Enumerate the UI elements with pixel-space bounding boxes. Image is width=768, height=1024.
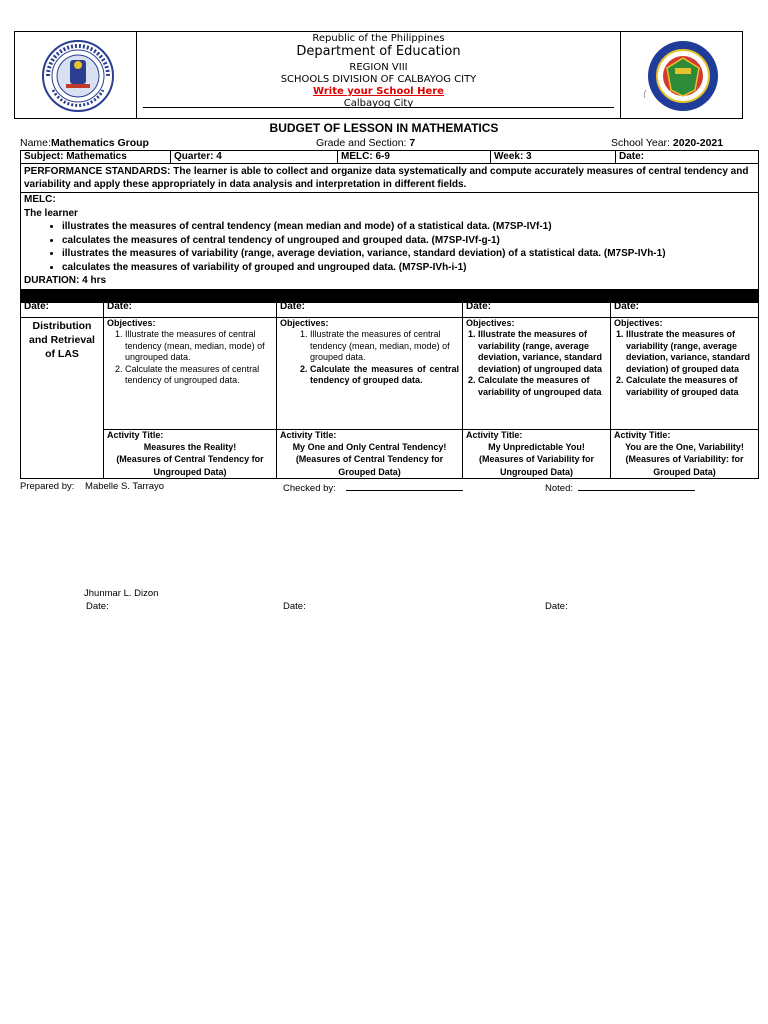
deped-seal-cell bbox=[15, 32, 137, 118]
date-header: Date: bbox=[277, 301, 463, 318]
schedule-table bbox=[20, 300, 759, 479]
melc-intro: The learner bbox=[24, 207, 78, 219]
deped-seal-icon bbox=[15, 32, 136, 118]
checked-by bbox=[283, 481, 463, 494]
date-header: Date: bbox=[611, 301, 759, 318]
objectives-list bbox=[466, 329, 607, 398]
checked-signature-line bbox=[346, 481, 463, 491]
header-rule bbox=[143, 107, 614, 108]
noted-by bbox=[545, 481, 695, 494]
objectives-cell bbox=[104, 318, 277, 430]
week-cell: Week: 3 bbox=[491, 151, 616, 164]
melc-list bbox=[24, 220, 755, 274]
objectives-label: Objectives: bbox=[280, 318, 329, 328]
objectives-cell bbox=[277, 318, 463, 430]
date-cell: Date: bbox=[616, 151, 759, 164]
objective-item: 2. Calculate the measures of central tendency of ungrouped data. bbox=[125, 364, 273, 387]
header-text bbox=[137, 32, 620, 118]
division-seal-icon bbox=[621, 32, 742, 118]
grade-info bbox=[316, 137, 415, 149]
melc-item: • calculates the measures of central tendency of ungrouped and grouped data. (M7SP-IVf-g-1) bbox=[62, 234, 755, 248]
prepared-name: Mabelle S. Tarrayo bbox=[85, 481, 165, 492]
noted-signature-line bbox=[578, 481, 695, 491]
melc-heading: MELC: bbox=[24, 194, 56, 205]
second-signatory: Jhunmar L. Dizon bbox=[84, 588, 159, 599]
grade-label: Grade and Section: bbox=[316, 137, 407, 149]
duration: DURATION: 4 hrs bbox=[24, 275, 107, 286]
document-header bbox=[14, 31, 743, 119]
objectives-list bbox=[614, 329, 755, 398]
activity-label: Activity Title: bbox=[614, 430, 671, 440]
date-header: Date: bbox=[463, 301, 611, 318]
checked-label: Checked by: bbox=[283, 483, 336, 494]
date-header: Date: bbox=[21, 301, 104, 318]
activity-label: Activity Title: bbox=[466, 430, 523, 440]
melc-item: • illustrates the measures of variability (range, average deviation, variance, standard deviation) of a statistical data. (M7SP-IVh-1) bbox=[62, 247, 755, 261]
objective-item: 1. Illustrate the measures of central tendency (mean, median, mode) of grouped data. bbox=[310, 329, 459, 364]
activity-subtitle: (Measures of Variability for Ungrouped Data) bbox=[478, 454, 595, 477]
objective-item: 2. Calculate the measures of variability of grouped data bbox=[626, 375, 755, 398]
school-year-value: 2020-2021 bbox=[672, 137, 724, 149]
activity-subtitle: (Measures of Central Tendency for Grouped Data) bbox=[295, 454, 444, 477]
date-label: Date: bbox=[86, 601, 109, 612]
quarter-cell: Quarter: 4 bbox=[171, 151, 338, 164]
name-label: Name: bbox=[20, 137, 51, 149]
objectives-row bbox=[21, 318, 759, 430]
activity-name: Measures the Reality! bbox=[143, 442, 237, 452]
objectives-cell bbox=[463, 318, 611, 430]
subject-cell: Subject: Mathematics bbox=[21, 151, 171, 164]
objective-item: 1. Illustrate the measures of variability (range, average deviation, variance, standard deviation) of grouped data bbox=[626, 329, 755, 375]
performance-standards: PERFORMANCE STANDARDS: The learner is able to collect and organize data systematically and compute accurately measures of central tendency and variability and apply these appropriately in data analysis and interpretation in different fields. bbox=[21, 164, 759, 193]
activity-label: Activity Title: bbox=[280, 430, 337, 440]
date-label: Date: bbox=[283, 601, 306, 612]
name-value: Mathematics Group bbox=[50, 137, 149, 149]
activity-subtitle: (Measures of Central Tendency for Ungrouped Data) bbox=[116, 454, 264, 477]
grade-value: 7 bbox=[409, 137, 416, 149]
date-row bbox=[21, 301, 759, 318]
document-title: BUDGET OF LESSON IN MATHEMATICS bbox=[269, 121, 499, 135]
activity-name: My Unpredictable You! bbox=[488, 442, 585, 452]
objective-item: 2. Calculate the measures of variability of ungrouped data bbox=[478, 375, 607, 398]
prepared-by bbox=[20, 481, 164, 492]
name-info bbox=[20, 137, 149, 149]
school-year-label: School Year: bbox=[611, 137, 670, 149]
activity-cell bbox=[463, 430, 611, 479]
school-placeholder[interactable]: Write your School Here bbox=[313, 86, 444, 97]
objectives-label: Objectives: bbox=[107, 318, 156, 328]
objectives-label: Objectives: bbox=[466, 318, 515, 328]
school-year-info bbox=[611, 137, 723, 149]
department-line: Department of Education bbox=[296, 44, 461, 59]
objectives-list bbox=[107, 329, 273, 387]
melc-cell: MELC: 6-9 bbox=[338, 151, 491, 164]
activity-name: You are the One, Variability! bbox=[625, 442, 744, 452]
activity-cell bbox=[611, 430, 759, 479]
republic-line: Republic of the Philippines bbox=[312, 33, 445, 44]
activity-subtitle: (Measures of Variability: for Grouped Data) bbox=[625, 454, 744, 477]
prepared-label: Prepared by: bbox=[20, 481, 75, 492]
region-line: REGION VIII bbox=[349, 62, 408, 73]
objective-item: 1. Illustrate the measures of central tendency (mean, median, mode) of ungrouped data. bbox=[125, 329, 273, 364]
date-header: Date: bbox=[104, 301, 277, 318]
objectives-list bbox=[280, 329, 459, 387]
activity-row bbox=[21, 430, 759, 479]
activity-name: My One and Only Central Tendency! bbox=[292, 442, 447, 452]
activity-cell bbox=[104, 430, 277, 479]
activity-cell bbox=[277, 430, 463, 479]
division-line: SCHOOLS DIVISION OF CALBAYOG CITY bbox=[280, 74, 477, 85]
distribution-cell: Distribution and Retrieval of LAS bbox=[21, 318, 104, 479]
objectives-label: Objectives: bbox=[614, 318, 663, 328]
lesson-info-table bbox=[20, 150, 759, 303]
activity-label: Activity Title: bbox=[107, 430, 164, 440]
noted-label: Noted: bbox=[545, 483, 573, 494]
city-line: Calbayog City bbox=[343, 98, 414, 109]
division-seal-cell bbox=[620, 32, 742, 118]
objectives-cell bbox=[611, 318, 759, 430]
objective-item: 1. Illustrate the measures of variability (range, average deviation, variance, standard deviation) of ungrouped data bbox=[478, 329, 607, 375]
objective-item: 2. Calculate the measures of central tendency of grouped data. bbox=[310, 364, 459, 387]
melc-item: • illustrates the measures of central tendency (mean median and mode) of a statistical data. (M7SP-IVf-1) bbox=[62, 220, 755, 234]
meta-row bbox=[21, 151, 759, 164]
melc-section bbox=[21, 193, 759, 290]
date-label: Date: bbox=[545, 601, 568, 612]
melc-item: • calculates the measures of variability of grouped and ungrouped data. (M7SP-IVh-i-1) bbox=[62, 261, 755, 275]
